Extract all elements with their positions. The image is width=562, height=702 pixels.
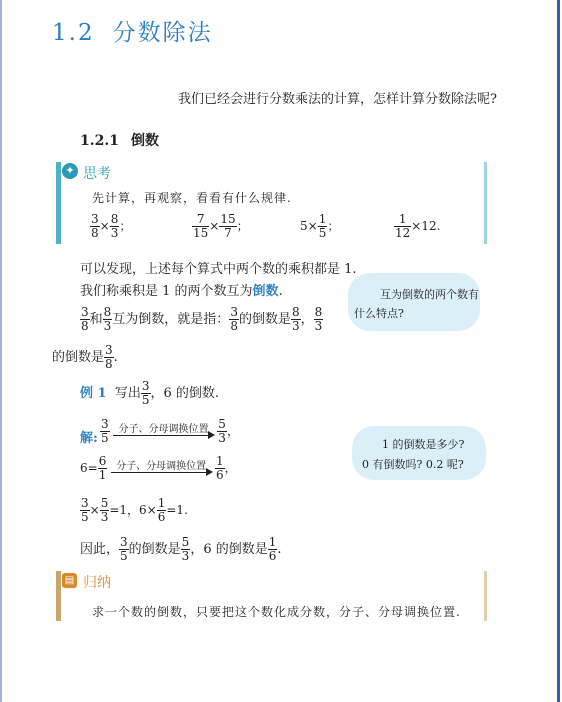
- fraction: $\frac{1}{5}$: [318, 212, 327, 240]
- solution-label: 解:: [80, 431, 98, 446]
- think-expression-1: $\frac{3}{8}$ × $\frac{8}{3}$ ；: [91, 212, 132, 240]
- fraction: $\frac{1}{6}$: [216, 454, 224, 482]
- summary-title: 归纳: [83, 575, 111, 591]
- fraction: $\frac{1}{12}$: [395, 212, 411, 240]
- reciprocal-explanation-cont: 的倒数是 $\frac{3}{8}$ .: [52, 343, 118, 371]
- think-title: 思考: [83, 166, 111, 182]
- section-number: 1.2: [52, 20, 95, 46]
- fraction: $\frac{5}{3}$: [218, 417, 226, 445]
- fraction: $\frac{1}{6}$: [268, 535, 277, 563]
- think-box-bar-right: [484, 162, 487, 244]
- page-edge-right: [557, 0, 560, 702]
- fraction: $\frac{8}{3}$: [291, 305, 300, 333]
- fraction: $\frac{7}{15}$: [193, 212, 209, 240]
- fraction: $\frac{1}{6}$: [157, 496, 166, 524]
- solution-check: $\frac{3}{5}$ × $\frac{5}{3}$ =1，6× $\frac{1}{6}$ =1.: [81, 496, 188, 524]
- fraction: $\frac{15}{7}$: [220, 212, 236, 240]
- highlight-term: 倒数: [252, 284, 279, 299]
- summary-box-bar-right: [484, 571, 487, 621]
- book-icon: ▤: [62, 573, 77, 588]
- fraction: $\frac{3}{5}$: [101, 417, 109, 445]
- fraction: $\frac{3}{8}$: [81, 305, 89, 333]
- intro-question: 我们已经会进行分数乘法的计算，怎样计算分数除法呢?: [178, 92, 497, 107]
- summary-box-bar: [56, 571, 61, 621]
- subsection-name: 倒数: [130, 133, 159, 149]
- think-instruction: 先计算，再观察，看看有什么规律.: [92, 191, 292, 205]
- fraction: $\frac{8}{3}$: [314, 305, 323, 333]
- bubble-text: 1 的倒数是多少?: [382, 438, 465, 451]
- section-title: [52, 14, 213, 47]
- fraction: $\frac{3}{8}$: [91, 212, 99, 240]
- subsection-title: [80, 130, 159, 150]
- think-expression-2: $\frac{7}{15}$ × $\frac{15}{7}$ ；: [193, 212, 249, 240]
- thought-bubble-1: [348, 273, 480, 331]
- fraction: $\frac{3}{8}$: [230, 305, 238, 333]
- fraction: $\frac{5}{3}$: [181, 535, 190, 563]
- fraction: $\frac{3}{5}$: [141, 379, 150, 407]
- think-expression-3: 5× $\frac{1}{5}$ ；: [300, 212, 340, 240]
- solution-line-1: $\frac{3}{5}$ 分子、分母调换位置 $\frac{5}{3}$ ，: [101, 417, 239, 445]
- bubble-text: 0 有倒数吗? 0.2 呢?: [362, 458, 464, 471]
- fraction: $\frac{8}{3}$: [110, 212, 119, 240]
- swap-arrow: 分子、分母调换位置: [111, 457, 211, 481]
- solution-conclusion: 因此， $\frac{3}{5}$ 的倒数是 $\frac{5}{3}$ ，6 的倒数是 $\frac{1}{6}$ .: [80, 535, 282, 563]
- subsection-number: 1.2.1: [80, 133, 119, 149]
- swap-arrow: 分子、分母调换位置: [113, 420, 213, 444]
- section-name: 分数除法: [112, 20, 213, 46]
- lightbulb-icon: ✦: [62, 163, 78, 179]
- bubble-text: 什么特点?: [354, 307, 404, 320]
- bubble-text: 互为倒数的两个数有: [380, 288, 479, 301]
- think-box-bar: [56, 162, 61, 244]
- definition-text: 我们称乘积是 1 的两个数互为倒数.: [80, 284, 283, 299]
- think-expression-4: $\frac{1}{12}$ ×12.: [395, 212, 441, 240]
- fraction: $\frac{3}{5}$: [120, 535, 128, 563]
- fraction: $\frac{3}{8}$: [105, 343, 113, 371]
- solution-line-2: 6= $\frac{6}{1}$ 分子、分母调换位置 $\frac{1}{6}$ ，: [80, 454, 237, 482]
- summary-text: 求一个数的倒数，只要把这个数化成分数，分子、分母调换位置.: [92, 605, 461, 619]
- page-edge-left: [0, 0, 2, 702]
- fraction: $\frac{5}{3}$: [100, 496, 109, 524]
- observation-text: 可以发现，上述每个算式中两个数的乘积都是 1.: [80, 262, 357, 277]
- example-label: 例 1: [80, 386, 107, 401]
- fraction: $\frac{3}{5}$: [81, 496, 89, 524]
- fraction: $\frac{6}{1}$: [98, 454, 107, 482]
- fraction: $\frac{8}{3}$: [103, 305, 112, 333]
- thought-bubble-2: [352, 426, 486, 480]
- reciprocal-explanation: $\frac{3}{8}$ 和 $\frac{8}{3}$ 互为倒数，就是指： $\frac{3}{8}$ 的倒数是 $\frac{8}{3}$ ， $\frac{8}{3}$: [81, 305, 323, 333]
- example-1: 例 1 写出 $\frac{3}{5}$ ，6 的倒数.: [80, 379, 220, 407]
